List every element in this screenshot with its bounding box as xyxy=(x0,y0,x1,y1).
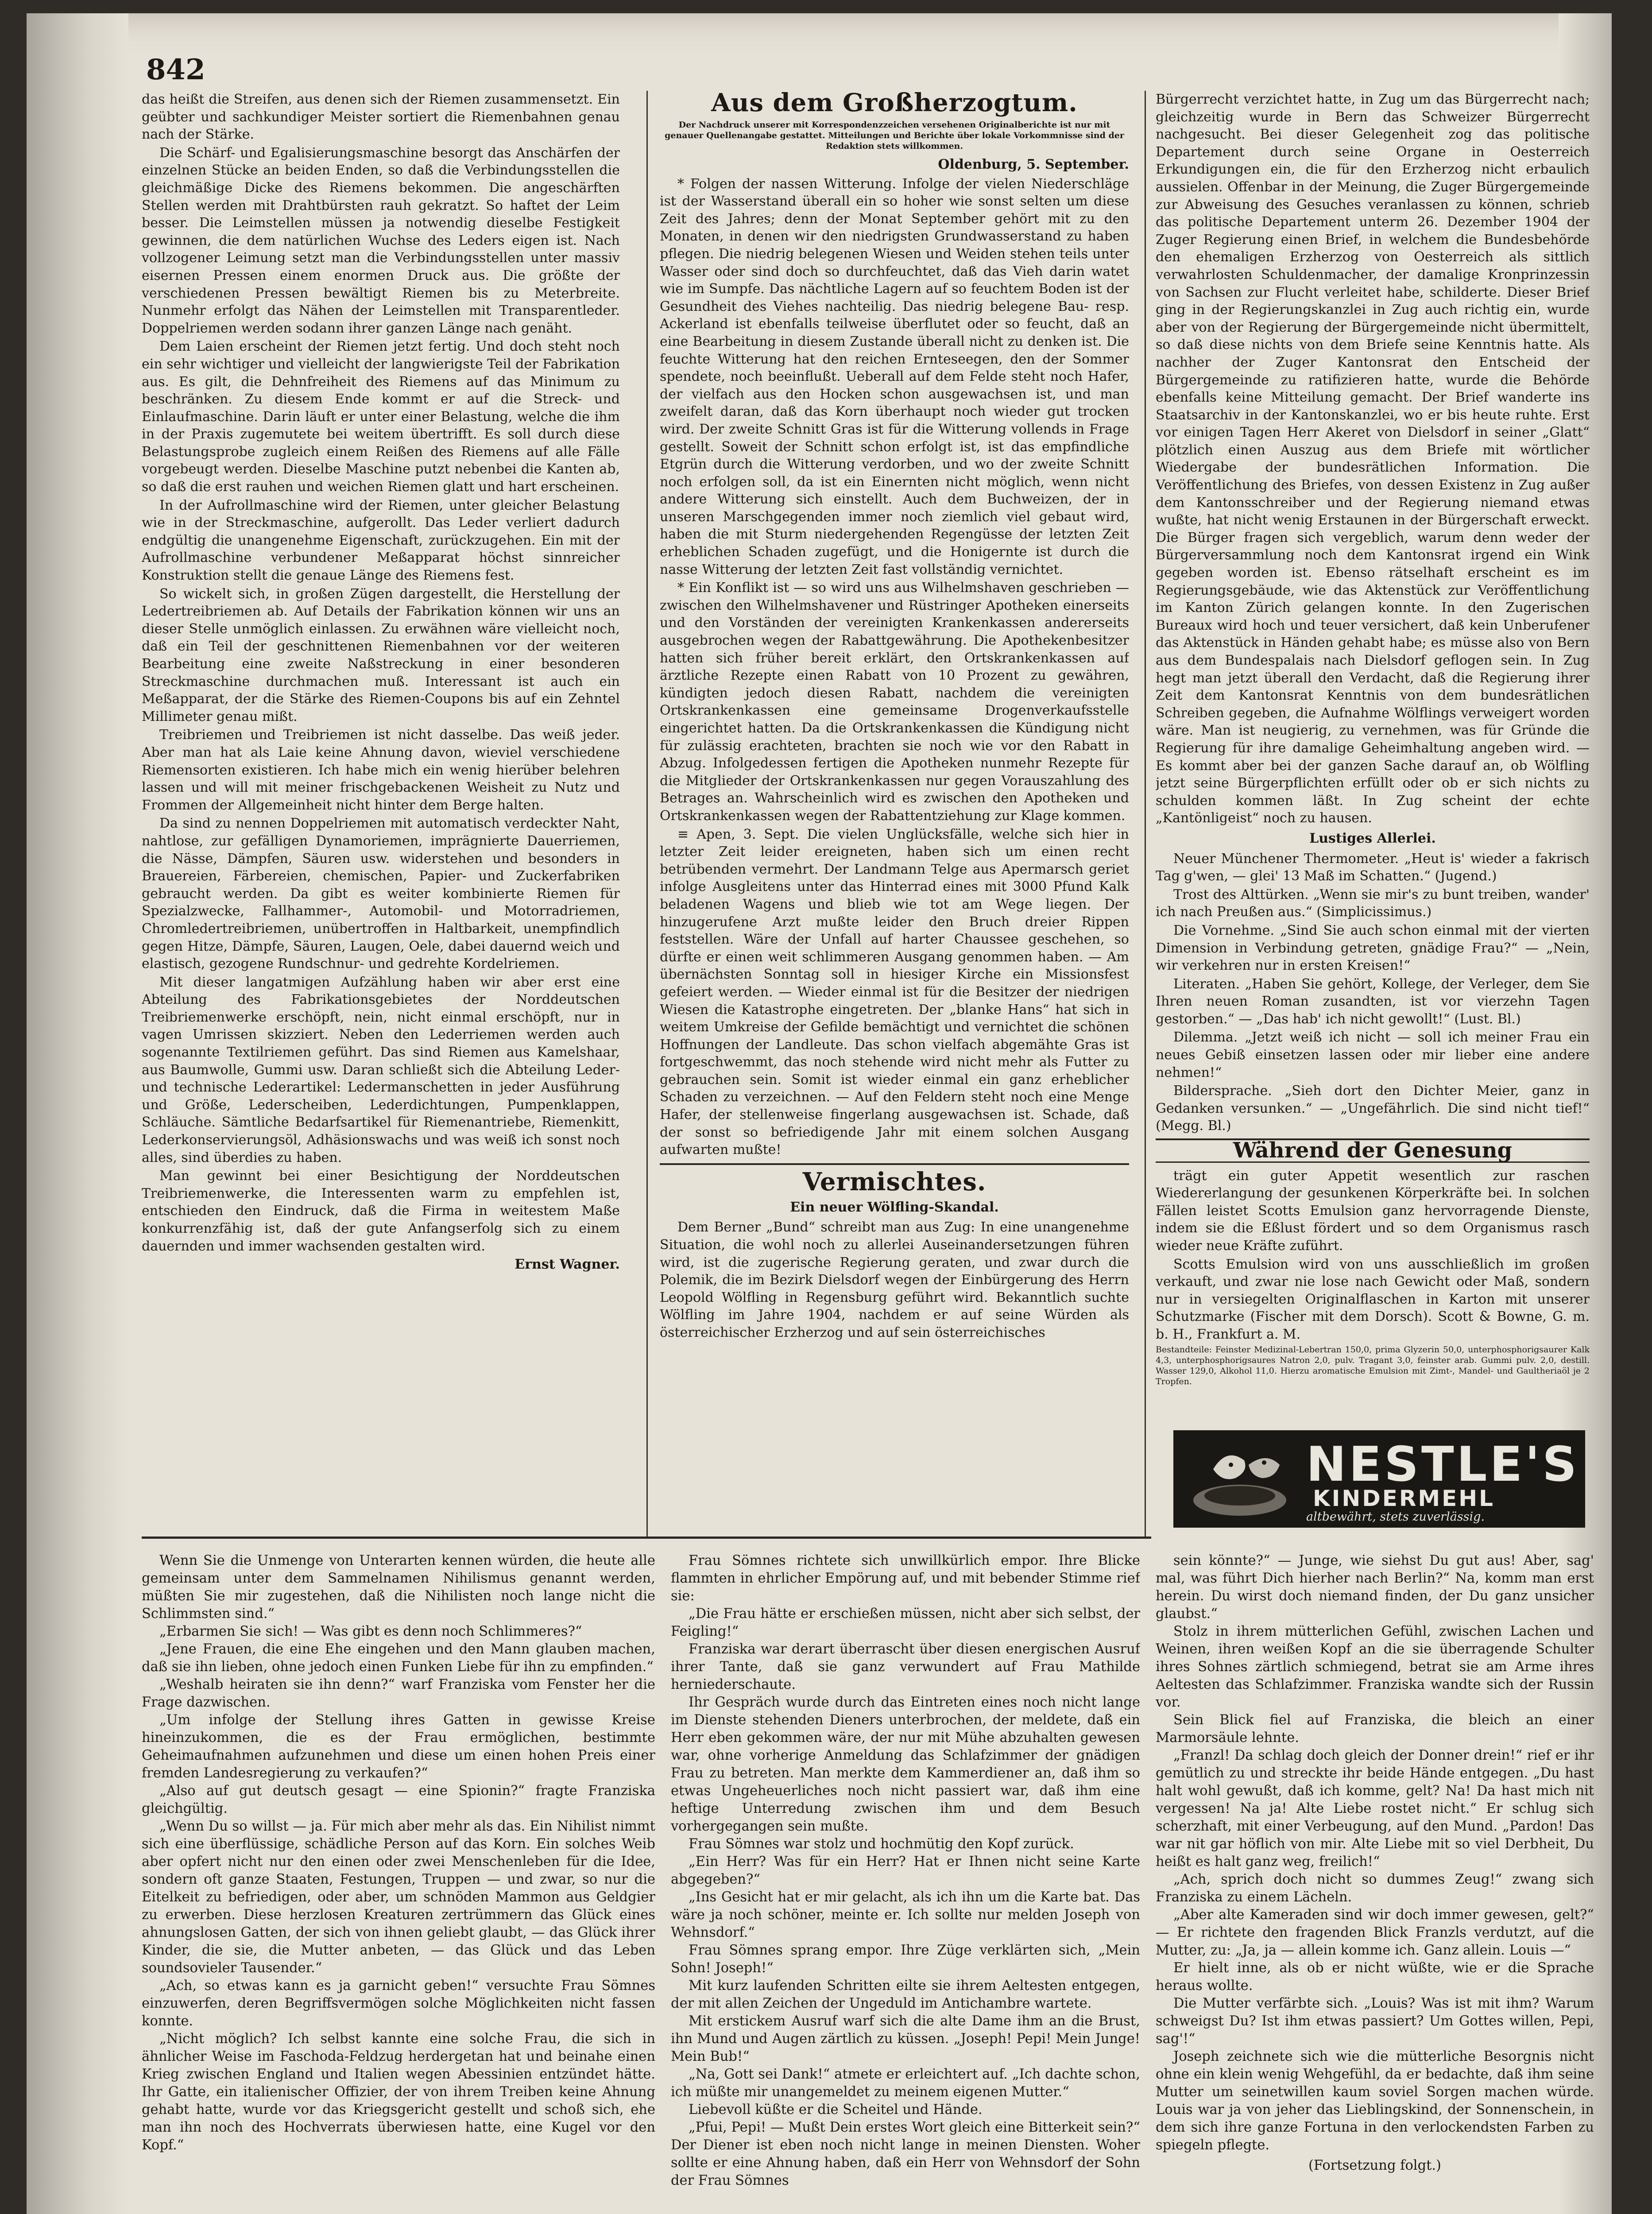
paragraph: das heißt die Streifen, aus denen sich der Riemen zusammensetzt. Ein geübter und sachkundiger Meister sortiert die Riemenbahnen genau nach der Stärke. xyxy=(142,92,620,143)
story-paragraph: Die Mutter verfärbte sich. „Louis? Was ist mit ihm? Warum schweigst Du? Ist ihm etwas passiert? Um Gottes willen, Pepi, sag'!“ xyxy=(1156,1996,1594,2047)
section-grossherzogtum xyxy=(660,89,1129,1343)
paragraph: Dem Laien erscheint der Riemen jetzt fertig. Und doch steht noch ein sehr wichtiger und vielleicht der langwierigste Teil der Fabrikation aus. Es gilt, die Dehnfreiheit des Riemens auf das Minimum zu beschränken. Zu diesem Ende kommt er auf die Streck- und Einlaufmaschine. Darin läuft er unter einer Belastung, welche die ihm in der Praxis zugemutete bei weitem übertrifft. Es soll durch diese Belastungsprobe zugleich einem Reißen des Riemens auf alle Fälle vorgebeugt werden. Dieselbe Maschine putzt nebenbei die Kanten ab, so daß die erst rauhen und weichen Riemen glatt und hart erscheinen. xyxy=(142,339,620,495)
column-rule xyxy=(646,91,648,1539)
story-paragraph: „Die Frau hätte er erschießen müssen, nicht aber sich selbst, der Feigling!“ xyxy=(671,1606,1140,1639)
column-right xyxy=(1156,91,1590,1387)
news-item: ≡ Apen, 3. Sept. Die vielen Unglücksfälle, welche sich hier in letzter Zeit leider ereigneten, haben sich um einen recht betrübenden vermehrt. Der Landmann Telge aus Apermarsch geriet infolge Ausgleitens unter das Hinterrad eines mit 3000 Pfund Kalk beladenen Wagens und blieb wie tot am Wege liegen. Der hinzugerufene Arzt mußte leider den Bruch dreier Rippen feststellen. Wäre der Unfall auf harter Chaussee geschehen, so dürfte er einen weit schlimmeren Ausgang genommen haben. — Am übernächsten Sonntag soll in hiesiger Kirche ein Missionsfest gefeiert werden. — Wieder einmal ist für die Besitzer der niedrigen Wiesen die Katastrophe eingetreten. Der „blanke Hans“ hat sich in weitem Umkreise der Gefilde bemächtigt und vernichtet die schönen Hoffnungen der Landleute. Das schon vielfach abgemähte Gras ist fortgeschwemmt, das noch stehende wird nicht mehr als Futter zu gebrauchen sein. Somit ist wieder einmal ein ganz erheblicher Schaden zu verzeichnen. — Auf den Feldern steht noch eine Menge Hafer, der stellenweise fingerlang ausgewachsen ist. Schade, daß der sonst so befriedigende Jahr mit einem solchen Ausgang aufwarten mußte! xyxy=(660,826,1129,1158)
paragraph: Da sind zu nennen Doppelriemen mit automatisch verdeckter Naht, nahtlose, zur gefälligen Dynamoriemen, imprägnierte Dauerriemen, die Nässe, Dämpfen, Säuren usw. widerstehen und besonders in Brauereien, Färbereien, chemischen, Papier- und Zuckerfabriken gebraucht werden. Da gibt es weiter kombinierte Riemen für Spezialzwecke, Fallhammer-, Automobil- und Motorradriemen, Chromledertreibriemen, unübertroffen in Haltbarkeit, unempfindlich gegen Hitze, Dämpfe, Säuren, Laugen, Oele, dabei dauernd weich und elastisch, gezogene Rundschnur- und gedrehte Kordelriemen. xyxy=(142,816,620,972)
story-paragraph: „Ach, sprich doch nicht so dummes Zeug!“ zwang sich Franziska zu einem Lächeln. xyxy=(1156,1872,1594,1905)
story-paragraph: „Um infolge der Stellung ihres Gatten in gewisse Kreise hineinzukommen, die es der Frau ermöglichen, bestimmte Geheimaufnahmen aufzunehmen und diese um einen hohen Preis einer fremden Landesregierung zu verkaufen?“ xyxy=(142,1712,655,1781)
misc-subheading: Ein neuer Wölfling-Skandal. xyxy=(790,1199,999,1215)
story-paragraph: „Weshalb heiraten sie ihn denn?“ warf Franziska vom Fenster her die Frage dazwischen. xyxy=(142,1677,655,1710)
story-paragraph: Stolz in ihrem mütterlichen Gefühl, zwischen Lachen und Weinen, ihren weißen Kopf an die sie überragende Schulter ihres Sohnes zärtlich schmiegend, betrat sie am Arme ihres Aeltesten das Schlafzimmer. Franziska wandte sich der Russin vor. xyxy=(1156,1624,1594,1710)
binding-edge xyxy=(27,13,128,2214)
story-paragraph: Liebevoll küßte er die Scheitel und Hände. xyxy=(689,2102,983,2117)
humor-heading: Lustiges Allerlei. xyxy=(1309,830,1436,846)
news-item: * Ein Konflikt ist — so wird uns aus Wilhelmshaven geschrieben — zwischen den Wilhelmshavener und Rüstringer Apotheken einerseits und den Vorständen der vereinigten Krankenkassen andererseits ausgebrochen wegen der Rabattgewährung. Die Apothekenbesitzer hatten sich früher bereit erklärt, den Ortskrankenkassen auf ärztliche Rezepte einen Rabatt von 10 Prozent zu gewähren, kündigten jedoch diesen Rabatt, nachdem die vereinigten Ortskrankenkassen eine gemeinsame Drogenverkaufsstelle eingerichtet hatten. Da die Ortskrankenkassen die Kündigung nicht für zulässig erachteten, brachten sie noch wie vor den Rabatt in Abzug. Infolgedessen fertigen die Apotheken nunmehr Rezepte für die Mitglieder der Ortskrankenkassen nur gegen Vorauszahlung des Betrages an. Wahrscheinlich wird es zwischen den Apotheken und Ortskrankenkassen wegen der Rabattentziehung zur Klage kommen. xyxy=(660,580,1129,824)
section-heading: Aus dem Großherzogtum. xyxy=(711,89,1078,117)
joke: Dilemma. „Jetzt weiß ich nicht — soll ich meiner Frau ein neues Gebiß einsetzen lassen oder mir lieber eine andere nehmen!“ xyxy=(1156,1030,1590,1080)
bird-nest-icon xyxy=(1187,1438,1293,1522)
story-paragraph: Mit erstickem Ausruf warf sich die alte Dame ihm an die Brust, ihn Mund und Augen zärtlich zu küssen. „Joseph! Pepi! Mein Junge! Mein Bub!“ xyxy=(671,2013,1140,2064)
story-paragraph: Joseph zeichnete sich wie die mütterliche Besorgnis nicht ohne ein klein wenig Wehgefühl, da er bedachte, daß ihm seine Mutter um seinetwillen kaum soviel Sorgen machen würde. Louis war ja von jeher das Lieblingskind, der Sonnenschein, in dem sich ihre ganze Fortuna in den verlockendsten Farben zu spiegeln pflegte. xyxy=(1156,2049,1594,2153)
story-paragraph: „Ein Herr? Was für ein Herr? Hat er Ihnen nicht seine Karte abgegeben?“ xyxy=(671,1854,1140,1887)
ad-paragraph: Scotts Emulsion wird von uns ausschließlich im großen verkauft, und zwar nie lose nach Gewicht oder Maß, sondern nur in versiegelten Originalflaschen in Karton mit unserer Schutzmarke (Fischer mit dem Dorsch). Scott & Bowne, G. m. b. H., Frankfurt a. M. xyxy=(1156,1256,1590,1342)
author-signature: Ernst Wagner. xyxy=(515,1257,620,1273)
paragraph: In der Aufrollmaschine wird der Riemen, unter gleicher Belastung wie in der Streckmaschine, aufgerollt. Das Leder verliert dadurch endgültig die unangenehme Eigenschaft, zurückzugehen. Ein mit der Aufrollmaschine verbundener Meßapparat höchst sinnreicher Konstruktion stellt die genaue Länge des Riemens fest. xyxy=(142,497,620,584)
paragraph: Man gewinnt bei einer Besichtigung der Norddeutschen Treibriemenwerke, die Interessenten warm zu empfehlen ist, entschieden den Eindruck, daß die Firma in weitestem Maße konkurrenzfähig ist, daß der gute Anfangserfolg sich zu einem dauernden und immer wachsenden gestalten wird. xyxy=(142,1168,620,1254)
ad-ingredients: Bestandteile: Feinster Medizinal-Lebertran 150,0, prima Glyzerin 50,0, unterphosphorigsaurer Kalk 4,3, unterphosphorigsaures Natron 2,0, pulv. Tragant 3,0, feinster arab. Gummi pulv. 2,0, destill. Wasser 129,0, Alkohol 11,0. Hierzu aromatische Emulsion mit Zimt-, Mandel- und Gaultheriaöl je 2 Tropfen. xyxy=(1156,1344,1590,1386)
story-paragraph: Frau Sömnes richtete sich unwillkürlich empor. Ihre Blicke flammten in ehrlicher Empörung auf, und mit bebender Stimme rief sie: xyxy=(671,1553,1140,1604)
ad-paragraph: trägt ein guter Appetit wesentlich zur raschen Wiedererlangung der gesunkenen Körperkräfte bei. In solchen Fällen leistet Scotts Emulsion ganz hervorragende Dienste, indem sie die Eßlust fördert und so dem Organismus rasch wieder neue Kräfte zuführt. xyxy=(1156,1168,1590,1254)
nestle-advertisement xyxy=(1173,1430,1585,1528)
dateline: Oldenburg, 5. September. xyxy=(938,157,1129,172)
article-treibriemen xyxy=(142,91,620,1486)
brand-name: NESTLE'S xyxy=(1306,1437,1580,1492)
story-paragraph: „Ach, so etwas kann es ja garnicht geben!“ versuchte Frau Sömnes einzuwerfen, deren Begriffsvermögen solche Möglichkeiten nicht fassen konnte. xyxy=(142,1978,655,2029)
story-paragraph: Ihr Gespräch wurde durch das Eintreten eines noch nicht lange im Dienste stehenden Dieners unterbrochen, der meldete, daß ein Herr eben gekommen wäre, der nur mit Mühe abzuhalten gewesen war, ohne vorherige Anmeldung das Schlafzimmer der gnädigen Frau zu betreten. Man merkte dem Kammerdiener an, daß ihm so etwas Ungeheuerliches noch nicht passiert war, daß ihm eine heftige Unterredung zwischen ihm und dem Besuch vorhergegangen sein mußte. xyxy=(671,1695,1140,1834)
story-paragraph: „Erbarmen Sie sich! — Was gibt es denn noch Schlimmeres?“ xyxy=(159,1624,582,1639)
paragraph: Treibriemen und Treibriemen ist nicht dasselbe. Das weiß jeder. Aber man hat als Laie keine Ahnung davon, wieviel verschiedene Riemensorten existieren. Ich habe mich ein wenig hierüber belehren lassen und will mit meiner frischgebackenen Weisheit zu Nutz und Frommen der Allgemeinheit nicht hinter dem Berge halten. xyxy=(142,727,620,813)
ad-slogan: altbewährt, stets zuverlässig. xyxy=(1306,1510,1485,1524)
story-paragraph: Sein Blick fiel auf Franziska, die bleich an einer Marmorsäule lehnte. xyxy=(1156,1712,1594,1746)
section-divider xyxy=(142,1537,1151,1539)
story-paragraph: „Ins Gesicht hat er mir gelacht, als ich ihn um die Karte bat. Das wäre ja noch schöner, meinte er. Ich sollte nur melden Joseph von Wehnsdorf.“ xyxy=(671,1889,1140,1940)
story-paragraph: „Aber alte Kameraden sind wir doch immer gewesen, gelt?“ — Er richtete den fragenden Blick Franzls verdutzt, auf die Mutter, zu: „Ja, ja — allein komme ich. Ganz allein. Louis —“ xyxy=(1156,1907,1594,1958)
serial-column-2 xyxy=(671,1552,1140,2214)
story-paragraph: „Also auf gut deutsch gesagt — eine Spionin?“ fragte Franziska gleichgültig. xyxy=(142,1783,655,1816)
story-paragraph: „Na, Gott sei Dank!“ atmete er erleichtert auf. „Ich dachte schon, ich müßte mir unangemeldet zu meinem eigenen Mutter.“ xyxy=(671,2067,1140,2100)
column-rule xyxy=(1145,91,1146,1539)
story-paragraph: „Nicht möglich? Ich selbst kannte eine solche Frau, die sich in ähnlicher Weise im Faschoda-Feldzug herdergetan hat und beinahe einen Krieg zwischen England und Italien wegen Abessinien entzündet hätte. Ihr Gatte, ein italienischer Offizier, der von ihrem Treiben keine Ahnung gehabt hatte, wurde vor das Kriegsgericht gestellt und schoß sich, ehe man ihn noch des Hochverrats überwiesen hatte, eine Kugel vor den Kopf.“ xyxy=(142,2031,655,2153)
misc-paragraph: Dem Berner „Bund“ schreibt man aus Zug: In eine unangenehme Situation, die wohl noch zu allerlei Auseinandersetzungen führen wird, ist die zugerische Regierung geraten, und zwar durch die Polemik, die im Bezirk Dielsdorf wegen der Einbürgerung des Herrn Leopold Wölfling in Regensburg geführt wird. Bekanntlich suchte Wölfling im Jahre 1904, nachdem er auf seine Würden als österreichischer Erzherzog und auf sein österreichisches xyxy=(660,1219,1129,1340)
reprint-notice: Der Nachdruck unserer mit Korrespondenzzeichen versehenen Originalberichte ist nur mit genauer Quellenangabe gestattet. Mitteilungen und Berichte über lokale Vorkommnisse sind der Redaktion stets willkommen. xyxy=(665,120,1124,151)
paragraph: Mit dieser langatmigen Aufzählung haben wir aber erst eine Abteilung des Fabrikationsgebietes der Norddeutschen Treibriemenwerke erschöpft, nein, nicht einmal erschöpft, nur in vagen Umrissen skizziert. Neben den Lederriemen werden auch sogenannte Textilriemen geführt. Das sind Riemen aus Kamelshaar, aus Baumwolle, Gummi usw. Daran schließt sich die Abteilung Leder- und technische Lederartikel: Ledermanschetten in jeder Ausführung und Größe, Lederscheiben, Lederdichtungen, Pumpenklappen, Schläuche. Sämtliche Bedarfsartikel für Riemenantriebe, Riemenkitt, Lederkonservierungsöl, Adhäsionswachs und was weiß ich sonst noch alles, sind überdies zu haben. xyxy=(142,974,620,1165)
story-paragraph: Mit kurz laufenden Schritten eilte sie ihrem Aeltesten entgegen, der mit allen Zeichen der Ungeduld im Antichambre wartete. xyxy=(671,1978,1140,2011)
story-paragraph: Frau Sömnes sprang empor. Ihre Züge verklärten sich, „Mein Sohn! Joseph!“ xyxy=(671,1943,1140,1976)
paragraph: So wickelt sich, in großen Zügen dargestellt, die Herstellung der Ledertreibriemen ab. Auf Details der Fabrikation können wir uns an dieser Stelle unmöglich einlassen. Zu erwähnen wäre vielleicht noch, daß ein Teil der geschnittenen Riemenbahnen vor der weiteren Bearbeitung eine zweite Naßstreckung in einer besonderen Streckmaschine durchmachen muß. Interessant ist auch ein Meßapparat, der die Stärke des Riemen-Coupons bis auf ein Zehntel Millimeter genau mißt. xyxy=(142,586,620,724)
story-paragraph: Er hielt inne, als ob er nicht wüßte, wie er die Sprache heraus wollte. xyxy=(1156,1960,1594,1993)
joke: Die Vornehme. „Sind Sie auch schon einmal mit der vierten Dimension in Verbindung getreten, gnädige Frau?“ — „Nein, wir verkehren nur in ersten Kreisen!“ xyxy=(1156,922,1590,974)
news-item: * Folgen der nassen Witterung. Infolge der vielen Niederschläge ist der Wasserstand überall ein so hoher wie sonst selten um diese Zeit des Jahres; denn der Monat September gehört mit zu den Monaten, in denen wir den niedrigsten Grundwasserstand zu haben pflegen. Die niedrig belegenen Wiesen und Weiden stehen teils unter Wasser oder sind doch so durchfeuchtet, daß das Vieh darin watet wie im Sumpfe. Das nächtliche Lagern auf so feuchtem Boden ist der Gesundheit des Viehes nachteilig. Das niedrig belegene Bau- resp. Ackerland ist ebenfalls teilweise überflutet oder so feucht, daß an eine Bearbeitung in diesem Zustande überall nicht zu denken ist. Die feuchte Witterung hat den reichen Ernteseegen, den der Sommer spendete, noch beeinflußt. Ueberall auf dem Felde steht noch Hafer, der vielfach aus den Hocken schon ausgewachsen ist, und man zweifelt daran, daß das Korn überhaupt noch wieder gut trocken wird. Der zweite Schnitt Gras ist für die Witterung vollends in Frage gestellt. Soweit der Schnitt schon erfolgt ist, ist das empfindliche Etgrün durch die Witterung verdorben, und wo der zweite Schnitt noch erfolgen soll, da ist ein Einernten nicht möglich, wenn nicht andere Witterung sich einstellt. Auch dem Buchweizen, der in unseren Marschgegenden immer noch ziemlich viel gebaut wird, haben die mit Sturm niedergehenden Regengüsse der letzten Zeit erheblichen Schaden zugefügt, und die Honigernte ist durch die nasse Witterung der letzten Zeit fast vollständig vernichtet. xyxy=(660,176,1129,577)
joke: Neuer Münchener Thermometer. „Heut is' wieder a fakrisch Tag g'wen, — glei' 13 Maß im Schatten.“ (Jugend.) xyxy=(1156,851,1590,884)
story-paragraph: Frau Sömnes war stolz und hochmütig den Kopf zurück. xyxy=(689,1836,1074,1852)
story-paragraph: Wenn Sie die Unmenge von Unterarten kennen würden, die heute alle gemeinsam unter dem Sammelnamen Nihilismus genannt werden, müßten Sie mir zugestehen, daß die Nihilisten noch lange nicht die Schlimmsten sind.“ xyxy=(142,1553,655,1622)
product-name: KINDERMEHL xyxy=(1313,1486,1495,1511)
story-paragraph: „Pfui, Pepi! — Mußt Dein erstes Wort gleich eine Bitterkeit sein?“ Der Diener ist eben noch nicht lange in meinen Diensten. Woher sollte er eine Ahnung haben, daß ein Herr von Wehnsdorf der Sohn der Frau Sömnes xyxy=(671,2120,1140,2188)
story-paragraph: „Jene Frauen, die eine Ehe eingehen und den Mann glauben machen, daß sie ihn lieben, ohne jedoch einen Funken Liebe für ihn zu empfinden.“ xyxy=(142,1641,655,1675)
paragraph: Die Schärf- und Egalisierungsmaschine besorgt das Anschärfen der einzelnen Stücke an beiden Enden, so daß die Verbindungsstellen die gleichmäßige Dicke des Riemens bekommen. Die angeschärften Stellen werden mit Drahtbürsten rauh gekratzt. So haftet der Leim besser. Die Leimstellen müssen ja notwendig dieselbe Festigkeit gewinnen, die dem natürlichen Wuchse des Leders eigen ist. Nach vollzogener Leimung setzt man die Verbindungsstellen unter massiv eisernen Pressen einem enormen Druck aus. Die größte der verschiedenen Pressen bewältigt Riemen bis zu Meterbreite. Nunmehr erfolgt das Nähen der Leimstellen mit Transparentleder. Doppelriemen werden sodann ihrer ganzen Länge nach genäht. xyxy=(142,145,620,336)
joke: Literaten. „Haben Sie gehört, Kollege, der Verleger, dem Sie Ihren neuen Roman zusandten, ist vor vierzehn Tagen gestorben.“ — „Das hab' ich nicht gewollt!“ (Lust. Bl.) xyxy=(1156,976,1590,1027)
story-paragraph: „Wenn Du so willst — ja. Für mich aber mehr als das. Ein Nihilist nimmt sich eine überflüssige, schädliche Person auf das Korn. Ein solches Weib aber opfert nicht nur den einen oder zwei Menschenleben für die Idee, sondern oft ganze Staaten, Festungen, Truppen — und zwar, so nur die Eitelkeit zu befriedigen, oder aber, um schnöden Mammon aus Geldgier zu erwerben. Diese herzlosen Kreaturen zertrümmern das Glück eines ahnungslosen Gatten, der sich von ihnen geliebt glaubt, — das Glück ihrer Kinder, die sie, die Mutter anbeten, — das Glück und das Leben soundsovieler Tausender.“ xyxy=(142,1819,655,1976)
joke: Trost des Alttürken. „Wenn sie mir's zu bunt treiben, wander' ich nach Preußen aus.“ (Simplicissimus.) xyxy=(1156,886,1590,920)
story-paragraph: „Franzl! Da schlag doch gleich der Donner drein!“ rief er ihr gemütlich zu und streckte ihr beide Hände entgegen. „Du hast halt wohl gewußt, daß ich komme, gelt? Na! Da hast mich nit vergessen! Na ja! Alte Liebe rostet nicht.“ Er schlug sich scherzhaft, mit einer Verbeugung, auf den Mund. „Pardon! Das war nit gar höflich von mir. Alte Liebe mit so viel Derbheit, Du heißt es halt ganz weg, freilich!“ xyxy=(1156,1748,1594,1870)
page-number: 842 xyxy=(146,53,205,86)
joke: Bildersprache. „Sieh dort den Dichter Meier, ganz in Gedanken versunken.“ — „Ungefährlich. Die sind nicht tief!“ (Megg. Bl.) xyxy=(1156,1083,1590,1134)
paragraph: Bürgerrecht verzichtet hatte, in Zug um das Bürgerrecht nach; gleichzeitig wurde in Bern das Schweizer Bürgerrecht nachgesucht. Bei dieser Gelegenheit zog das politische Departement durch seine Organe in Oesterreich Erkundigungen ein, die für den Erzherzog nicht erbaulich aussielen. Offenbar in der Meinung, die Zuger Bürgergemeinde zur Abweisung des Gesuches veranlassen zu können, schrieb das politische Departement unterm 26. Dezember 1904 der Zuger Regierung einen Brief, in welchem die Bundesbehörde den ehemaligen Erzherzog von Oesterreich als sittlich verwahrlosten Schuldenmacher, der damalige Kronprinzessin von Sachsen zur Flucht verleitet habe, schilderte. Dieser Brief ging in der Regierungskanzlei in Zug auch richtig ein, wurde aber von der Regierung der Bürgergemeinde nicht übermittelt, so daß diese nichts von dem Briefe seine Kenntnis hatte. Als nachher der Zuger Kantonsrat den Entscheid der Bürgergemeinde zu ratifizieren hatte, wurde die Behörde ebenfalls keine Mitteilung gemacht. Der Brief wanderte ins Staatsarchiv in der Kantonskanzlei, wo er bis heute ruhte. Erst vor einigen Tagen Herr Akeret von Dielsdorf in seiner „Glatt“ plötzlich einen Auszug aus dem Briefe mit wörtlicher Wiedergabe der bundesrätlichen Information. Die Veröffentlichung des Briefes, von dessen Existenz in Zug außer dem Kantonsschreiber und der Regierung niemand etwas wußte, hat nicht wenig Erstaunen in der Bürgerschaft erweckt. Die Bürger fragen sich vergeblich, warum denn weder der Bürgerversammlung noch dem Kantonsrat irgend ein Wink gegeben worden ist. Ebenso rätselhaft erscheint es im Regierungsgebäude, wie das Aktenstück zur Veröffentlichung im Kanton Zürich gelangen konnte. In den Zugerischen Bureaux wird hoch und teuer versichert, daß kein Unberufener das Aktenstück in Händen gehabt habe; es müsse also von Bern aus dem Bundespalais nach Dielsdorf geflogen sein. In Zug hegt man jetzt überall den Verdacht, daß die Regierung ihrer Zeit dem Kantonsrat Kenntnis von dem bundesrätlichen Schreiben gegeben, die Aufnahme Wölflings verweigert worden wäre. Man ist neugierig, zu vernehmen, was für Gründe die Regierung für ihre damalige Geheimhaltung angeben wird. — Es kommt aber bei der ganzen Sache darauf an, ob Wölfling jetzt seine Bürgerpflichten erfüllt oder ob er sich nichts zu schulden kommen läßt. In Zug scheint der echte „Kantönligeist“ noch zu hausen. xyxy=(1156,92,1590,826)
continuation-note: (Fortsetzung folgt.) xyxy=(1308,2158,1441,2173)
serial-column-3 xyxy=(1156,1552,1594,2214)
serial-column-1 xyxy=(142,1552,655,2214)
misc-heading: Vermischtes. xyxy=(802,1167,987,1196)
story-paragraph: Franziska war derart überrascht über diesen energischen Ausruf ihrer Tante, daß sie ganz verwundert auf Frau Mathilde herniederschaute. xyxy=(671,1641,1140,1692)
story-paragraph: sein könnte?“ — Junge, wie siehst Du gut aus! Aber, sag' mal, was führt Dich hierher nach Berlin?“ Na, komm man erst herein. Du wirst doch niemand finden, der Du ganz unsicher glaubst.“ xyxy=(1156,1553,1594,1622)
ad-heading-genesung: Während der Genesung xyxy=(1156,1138,1590,1163)
